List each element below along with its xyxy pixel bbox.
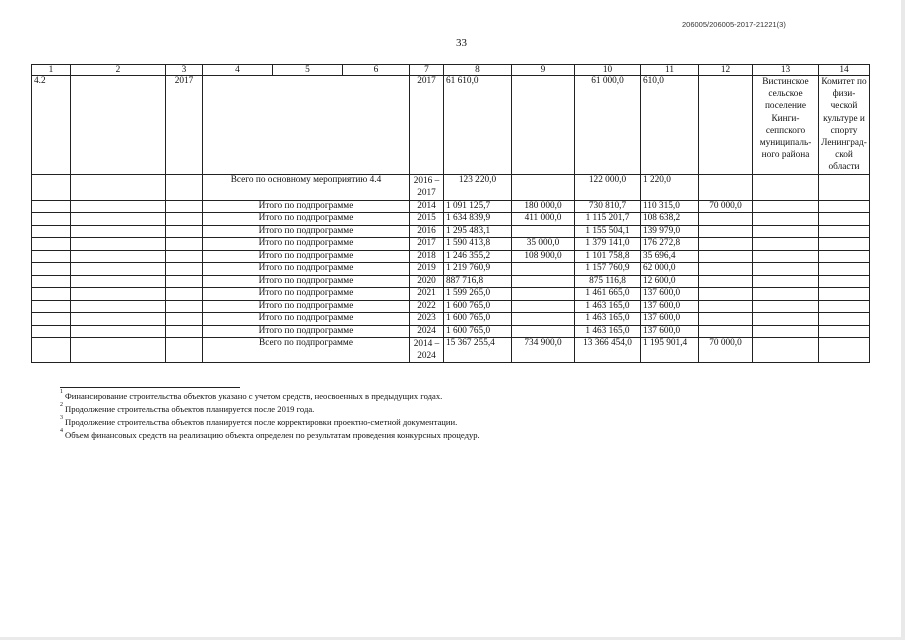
subtotal-local: 62 000,0	[641, 263, 699, 276]
subtotal-regional: 730 810,7	[575, 200, 641, 213]
subtotal-other	[699, 300, 753, 313]
col-header-9: 9	[512, 65, 575, 76]
cell-4-2-responsible: Комитет по физи-ческой культуре и спорту Ленинград-ской области	[819, 76, 870, 175]
cell-4-2-number: 4.2	[32, 76, 71, 175]
subtotal-total: 887 716,8	[444, 275, 512, 288]
subtotal-local: 108 638,2	[641, 213, 699, 226]
grand-total-c12: 70 000,0	[699, 338, 753, 363]
table-row-total-4-4	[32, 174, 870, 200]
subtotal-federal	[512, 325, 575, 338]
grand-total-c11: 1 195 901,4	[641, 338, 699, 363]
footnote-3: $^3$ Продолжение строительства объектов планируется после корректировки проектно-сметной документации.	[60, 415, 458, 427]
subtotal-label: Итого по подпрограмме	[203, 288, 410, 301]
cell-4-2-executor: Вистинское сельское поселение Кинги-сеппского муниципаль-ного района	[753, 76, 819, 175]
subtotal-other	[699, 325, 753, 338]
subtotal-federal	[512, 263, 575, 276]
subtotal-regional: 1 463 165,0	[575, 313, 641, 326]
subtotal-label: Итого по подпрограмме	[203, 313, 410, 326]
subtotal-local: 137 600,0	[641, 288, 699, 301]
subtotal-label: Итого по подпрограмме	[203, 238, 410, 251]
subtotal-local: 12 600,0	[641, 275, 699, 288]
grand-total-c8: 15 367 255,4	[444, 338, 512, 363]
subtotal-label: Итого по подпрограмме	[203, 275, 410, 288]
col-header-8: 8	[444, 65, 512, 76]
subtotal-label: Итого по подпрограмме	[203, 325, 410, 338]
subtotal-federal: 108 900,0	[512, 250, 575, 263]
subtotal-year: 2016	[410, 225, 444, 238]
subtotal-federal: 180 000,0	[512, 200, 575, 213]
col-header-12: 12	[699, 65, 753, 76]
subtotal-regional: 1 461 665,0	[575, 288, 641, 301]
subtotal-label: Итого по подпрограмме	[203, 263, 410, 276]
subtotal-local: 137 600,0	[641, 313, 699, 326]
table-row	[32, 263, 870, 276]
subtotal-federal	[512, 275, 575, 288]
footnote-2: $^2$ Продолжение строительства объектов планируется после 2019 года.	[60, 402, 315, 414]
table-row-4-2	[32, 76, 870, 175]
col-header-1: 1	[32, 65, 71, 76]
subtotal-year: 2014	[410, 200, 444, 213]
subtotal-other	[699, 288, 753, 301]
table-row	[32, 300, 870, 313]
total-4-4-label: Всего по основному мероприятию 4.4	[203, 174, 410, 200]
subtotal-total: 1 600 765,0	[444, 325, 512, 338]
col-header-5: 5	[273, 65, 343, 76]
subtotal-federal	[512, 225, 575, 238]
subtotal-other: 70 000,0	[699, 200, 753, 213]
footnote-divider	[60, 387, 240, 388]
subtotal-total: 1 219 760,9	[444, 263, 512, 276]
subtotal-regional: 875 116,8	[575, 275, 641, 288]
document-id: 206005/206005-2017-21221(3)	[682, 20, 786, 29]
subtotal-label: Итого по подпрограмме	[203, 200, 410, 213]
subtotal-other	[699, 250, 753, 263]
table-row	[32, 313, 870, 326]
subprogram-subtotals	[32, 200, 870, 338]
col-header-3: 3	[166, 65, 203, 76]
subtotal-other	[699, 313, 753, 326]
subtotal-year: 2024	[410, 325, 444, 338]
subtotal-total: 1 600 765,0	[444, 300, 512, 313]
subtotal-total: 1 246 355,2	[444, 250, 512, 263]
table-row	[32, 200, 870, 213]
table-row-grand-total	[32, 338, 870, 363]
subtotal-total: 1 599 265,0	[444, 288, 512, 301]
table-row	[32, 288, 870, 301]
table-row	[32, 275, 870, 288]
subtotal-label: Итого по подпрограмме	[203, 225, 410, 238]
table-row	[32, 225, 870, 238]
col-header-2: 2	[71, 65, 166, 76]
grand-total-label: Всего по подпрограмме	[203, 338, 410, 363]
subtotal-local: 35 696,4	[641, 250, 699, 263]
col-header-4: 4	[203, 65, 273, 76]
scan-edge	[901, 0, 905, 640]
cell-4-2-total: 61 610,0	[444, 76, 512, 175]
subtotal-other	[699, 238, 753, 251]
table-row	[32, 250, 870, 263]
footnote-1: $^1$ Финансирование строительства объектов указано с учетом средств, неосвоенных в предыдущих годах.	[60, 389, 443, 401]
footnote-4: $^4$ Объем финансовых средств на реализацию объекта определен по результатам проведения конкурсных процедур.	[60, 428, 480, 440]
col-header-11: 11	[641, 65, 699, 76]
cell-4-2-local: 610,0	[641, 76, 699, 175]
subtotal-year: 2019	[410, 263, 444, 276]
subtotal-other	[699, 213, 753, 226]
subtotal-total: 1 091 125,7	[444, 200, 512, 213]
subtotal-total: 1 600 765,0	[444, 313, 512, 326]
cell-4-2-regional: 61 000,0	[575, 76, 641, 175]
subtotal-year: 2023	[410, 313, 444, 326]
subtotal-local: 137 600,0	[641, 325, 699, 338]
column-number-row	[32, 65, 870, 76]
cell-4-2-year: 2017	[166, 76, 203, 175]
subtotal-year: 2018	[410, 250, 444, 263]
grand-total-c10: 13 366 454,0	[575, 338, 641, 363]
subtotal-local: 176 272,8	[641, 238, 699, 251]
page-number: 33	[456, 37, 467, 49]
grand-total-c9: 734 900,0	[512, 338, 575, 363]
subtotal-other	[699, 263, 753, 276]
grand-total-years: 2014 – 2024	[410, 338, 444, 363]
subtotal-regional: 1 155 504,1	[575, 225, 641, 238]
col-header-6: 6	[343, 65, 410, 76]
subtotal-federal	[512, 313, 575, 326]
budget-table	[31, 64, 870, 363]
total-4-4-years: 2016 – 2017	[410, 174, 444, 200]
col-header-13: 13	[753, 65, 819, 76]
subtotal-federal	[512, 288, 575, 301]
subtotal-label: Итого по подпрограмме	[203, 250, 410, 263]
subtotal-federal: 35 000,0	[512, 238, 575, 251]
table-row	[32, 238, 870, 251]
subtotal-regional: 1 379 141,0	[575, 238, 641, 251]
subtotal-label: Итого по подпрограмме	[203, 213, 410, 226]
subtotal-label: Итого по подпрограмме	[203, 300, 410, 313]
col-header-10: 10	[575, 65, 641, 76]
subtotal-local: 137 600,0	[641, 300, 699, 313]
subtotal-year: 2022	[410, 300, 444, 313]
subtotal-federal: 411 000,0	[512, 213, 575, 226]
table-row	[32, 213, 870, 226]
subtotal-regional: 1 115 201,7	[575, 213, 641, 226]
total-4-4-c8: 123 220,0	[444, 174, 512, 200]
subtotal-regional: 1 463 165,0	[575, 300, 641, 313]
subtotal-local: 139 979,0	[641, 225, 699, 238]
subtotal-local: 110 315,0	[641, 200, 699, 213]
subtotal-year: 2015	[410, 213, 444, 226]
subtotal-federal	[512, 300, 575, 313]
subtotal-other	[699, 275, 753, 288]
table-row	[32, 325, 870, 338]
col-header-14: 14	[819, 65, 870, 76]
subtotal-total: 1 590 413,8	[444, 238, 512, 251]
total-4-4-c11: 1 220,0	[641, 174, 699, 200]
subtotal-regional: 1 101 758,8	[575, 250, 641, 263]
subtotal-year: 2017	[410, 238, 444, 251]
subtotal-year: 2020	[410, 275, 444, 288]
subtotal-regional: 1 157 760,9	[575, 263, 641, 276]
subtotal-total: 1 634 839,9	[444, 213, 512, 226]
subtotal-other	[699, 225, 753, 238]
cell-4-2-period: 2017	[410, 76, 444, 175]
col-header-7: 7	[410, 65, 444, 76]
subtotal-total: 1 295 483,1	[444, 225, 512, 238]
subtotal-year: 2021	[410, 288, 444, 301]
subtotal-regional: 1 463 165,0	[575, 325, 641, 338]
total-4-4-c10: 122 000,0	[575, 174, 641, 200]
